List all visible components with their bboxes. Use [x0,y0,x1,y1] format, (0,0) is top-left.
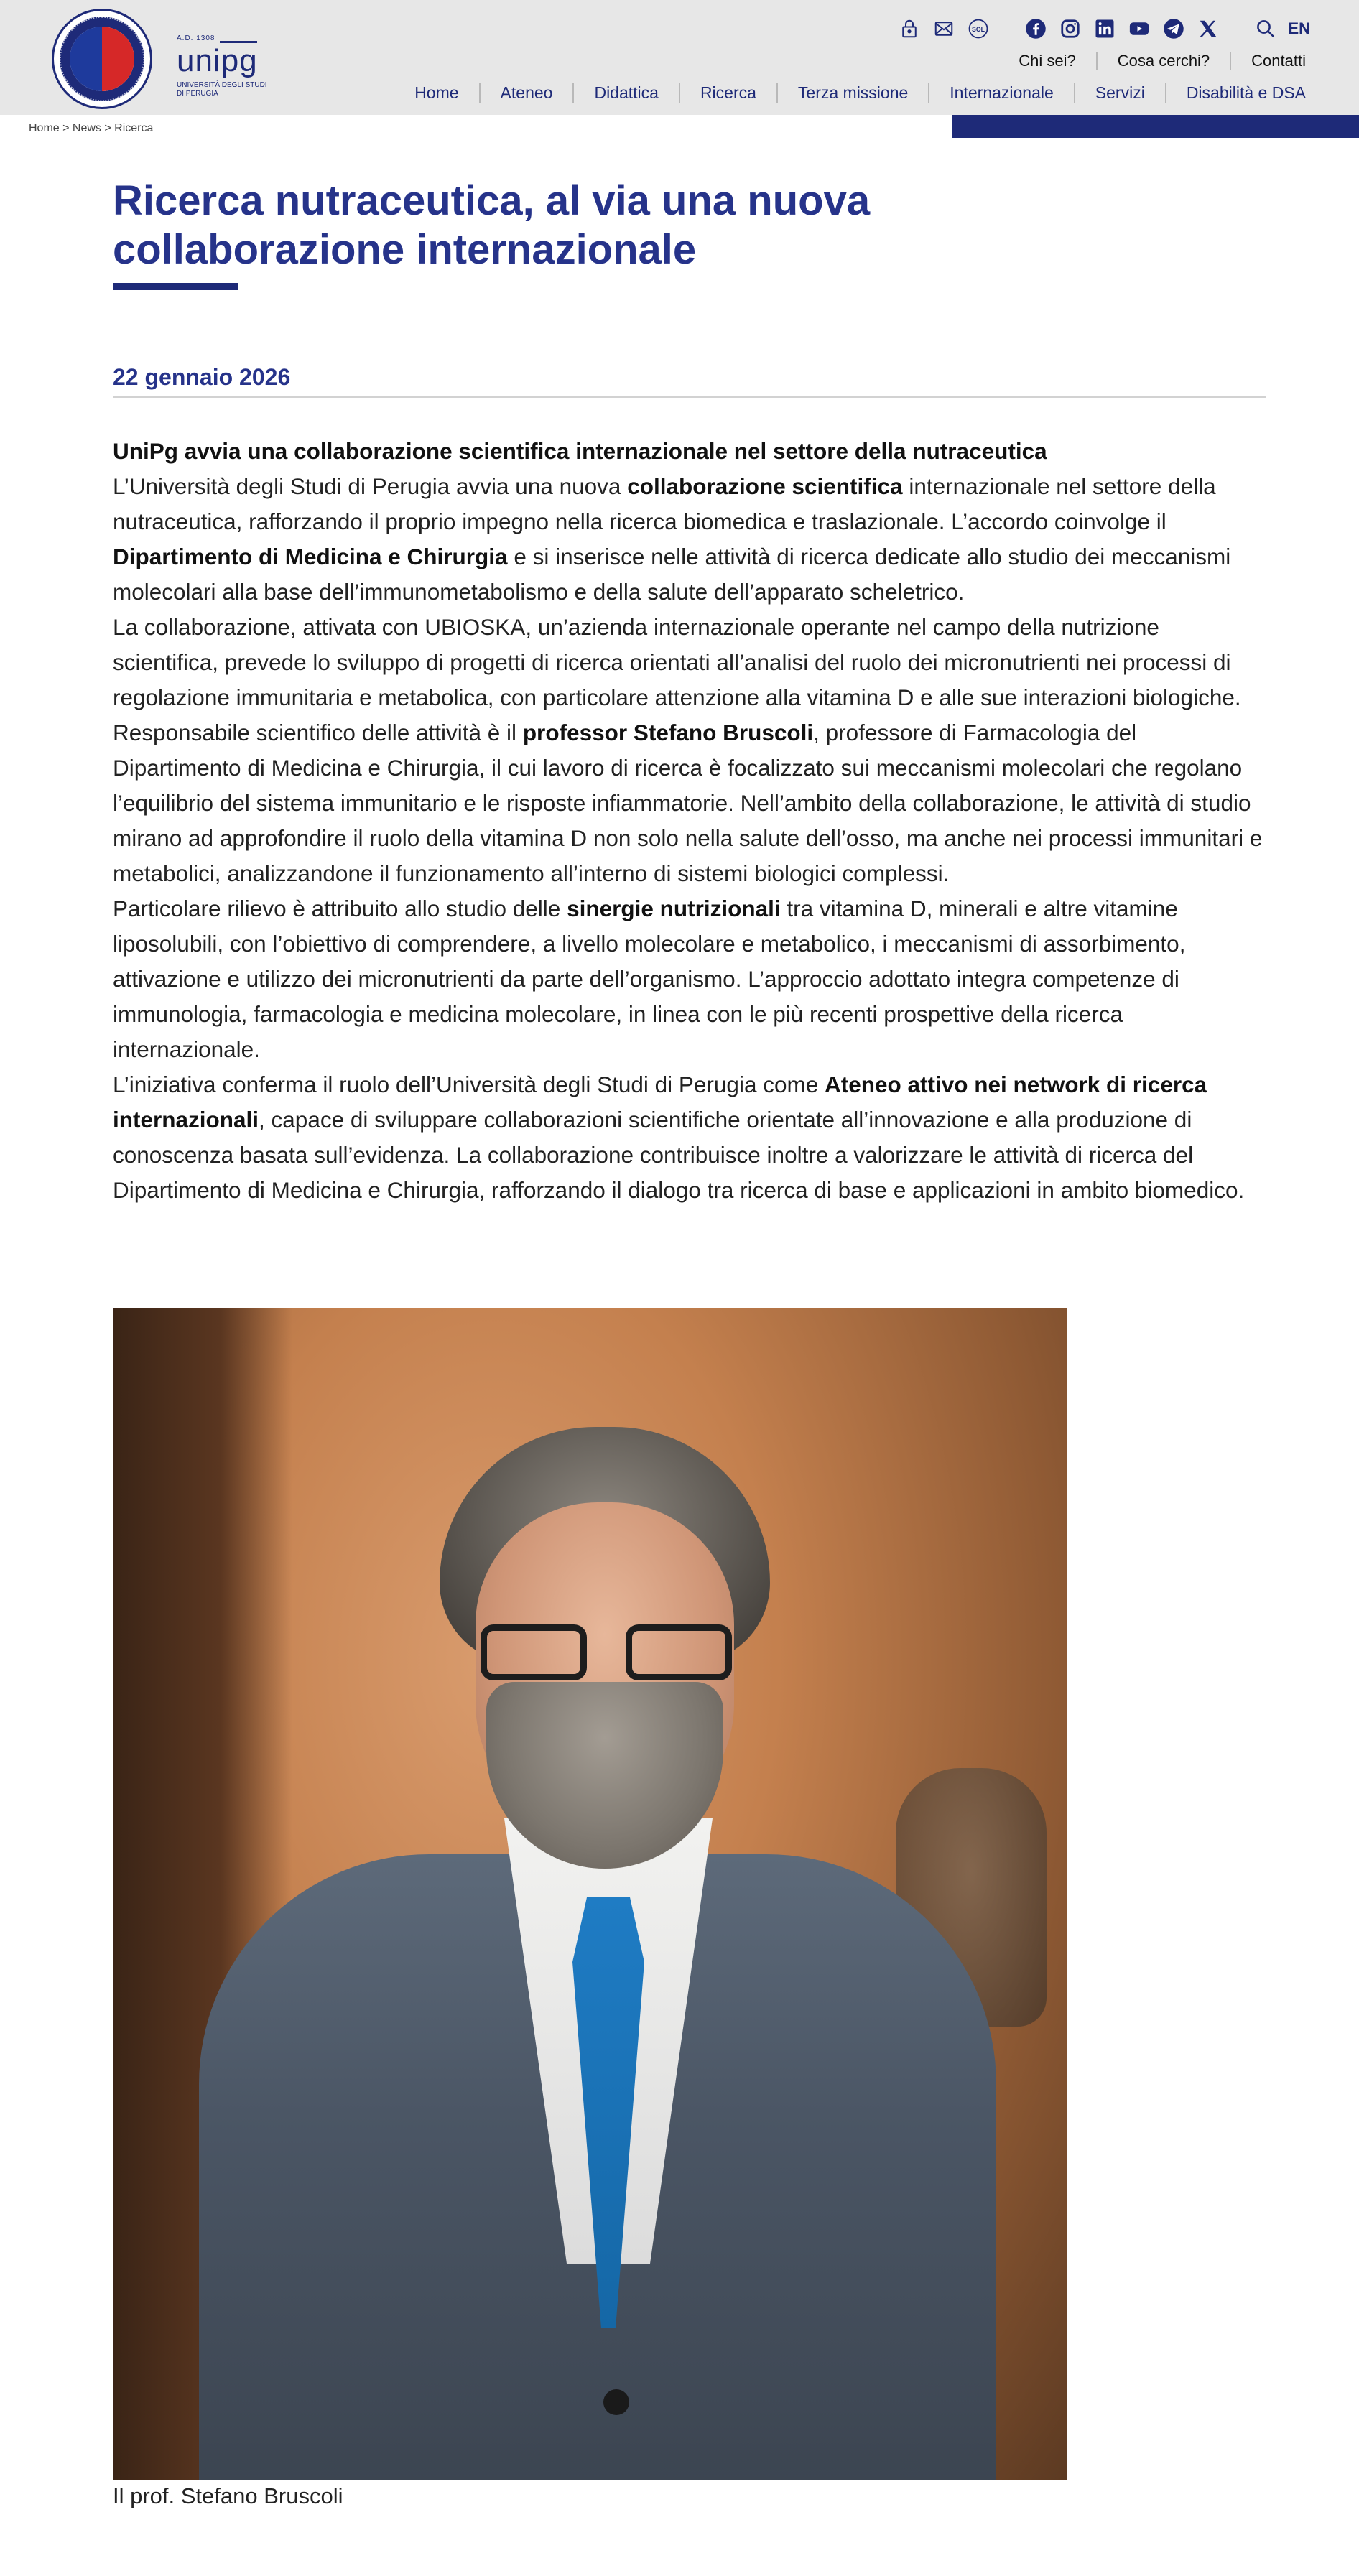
wordmark-line [220,41,257,43]
youtube-icon[interactable] [1127,17,1151,41]
wordmark-subtitle-line1: UNIVERSITÀ DEGLI STUDI [177,81,267,89]
founded-label: A.D. 1308 [177,34,215,42]
photo-caption: Il prof. Stefano Bruscoli [113,2483,343,2508]
wordmark-subtitle-line2: DI PERUGIA [177,90,218,98]
article-body [113,434,1269,1208]
paragraph-text: Responsabile scientifico delle attività è il [113,720,523,745]
article-lead: UniPg avvia una collaborazione scientifica internazionale nel settore della nutraceutica [113,438,1047,464]
nav-item-didattica[interactable]: Didattica [572,83,678,103]
nav-item-ricerca[interactable]: Ricerca [679,83,776,103]
article-paragraph [113,1067,1269,1208]
nav-item-disabilita-dsa[interactable]: Disabilità e DSA [1165,83,1306,103]
paragraph-emphasis: professor Stefano Bruscoli [522,720,814,745]
wordmark-subtitle [177,81,277,98]
mail-icon[interactable] [932,17,956,41]
sol-icon[interactable] [966,17,991,41]
top-icon-bar [897,16,1310,42]
article-date: 22 gennaio 2026 [113,364,291,390]
main-nav [414,83,1306,103]
language-switch-en[interactable]: EN [1288,19,1310,37]
university-seal-logo[interactable] [52,9,152,109]
paragraph-emphasis: sinergie nutrizionali [567,896,781,921]
header-accent-bar [952,115,1359,138]
facebook-icon[interactable] [1024,17,1048,41]
article-paragraph: La collaborazione, attivata con UBIOSKA, un’azienda internazionale operante nel campo della nutrizione scientifica, prevede lo sviluppo di progetti di ricerca orientati all’analisi del ruolo dei micronutrienti nei processi di regolazione immunitaria e metabolica, con particolare attenzione alla vitamina D e alle sue interazioni biologiche. [113,614,1241,710]
photo-glasses [481,1624,732,1682]
instagram-icon[interactable] [1058,17,1082,41]
page-title: Ricerca nutraceutica, al via una nuova collaborazione internazionale [113,177,871,273]
article-paragraph [113,891,1269,1067]
breadcrumb[interactable]: Home > News > Ricerca [29,122,154,134]
site-header [0,0,1359,115]
utility-link-chi-sei[interactable]: Chi sei? [1019,52,1076,70]
svg-text:SOL: SOL [972,25,985,33]
wordmark-name: unipg [177,43,258,78]
title-underline [113,283,238,290]
paragraph-text: e si inserisce nelle attività di ricerca dedicate allo studio dei meccanismi molecolari alla base dell’immunometabolismo e della salute dell’apparato scheletrico. [113,544,1231,605]
nav-item-servizi[interactable]: Servizi [1074,83,1165,103]
paragraph-emphasis: Ateneo attivo nei network di ricerca internazionali [113,1071,1207,1133]
nav-item-internazionale[interactable]: Internazionale [928,83,1074,103]
nav-item-ateneo[interactable]: Ateneo [479,83,573,103]
paragraph-text: internazionale nel settore della nutraceutica, rafforzando il proprio impegno nella ricerca biomedica e traslazionale. L’accordo coinvolge il [113,473,1216,534]
article-paragraph [113,469,1269,610]
paragraph-emphasis: collaborazione scientifica [627,473,903,499]
photo-jacket-button [603,2389,629,2415]
unipg-wordmark[interactable] [177,34,277,106]
paragraph-text: , capace di sviluppare collaborazioni scientifiche orientate all’innovazione e alla produzione di conoscenza basata sull’evidenza. La collaborazione contribuisce inoltre a valorizzare le attività di ricerca del Dipartimento di Medicina e Chirurgia, rafforzando il dialogo tra ricerca di base e applicazioni in ambito biomedico. [113,1107,1245,1203]
nav-item-terza-missione[interactable]: Terza missione [776,83,928,103]
x-icon[interactable] [1196,17,1220,41]
lock-icon[interactable] [897,17,922,41]
paragraph-text: L’Università degli Studi di Perugia avvia una nuova [113,473,628,499]
utility-nav [998,52,1306,70]
linkedin-icon[interactable] [1093,17,1117,41]
utility-link-contatti[interactable]: Contatti [1230,52,1306,70]
telegram-icon[interactable] [1161,17,1186,41]
date-divider [113,396,1266,398]
paragraph-text: tra vitamina D, minerali e altre vitamine liposolubili, con l’obiettivo di comprendere, a livello molecolare e metabolico, i meccanismi di assorbimento, attivazione e utilizzo dei micronutrienti da parte dell’organismo. L’approccio adottato integra competenze di immunologia, farmacologia e medicina molecolare, in linea con le più recenti prospettive della ricerca internazionale. [113,896,1186,1062]
paragraph-text: L’iniziativa conferma il ruolo dell’Università degli Studi di Perugia come [113,1071,825,1097]
utility-link-cosa-cerchi[interactable]: Cosa cerchi? [1096,52,1230,70]
nav-item-home[interactable]: Home [414,83,459,102]
seal-ring-lettering [60,17,144,101]
article-paragraph [113,715,1269,891]
paragraph-text: Particolare rilievo è attribuito allo studio delle [113,896,567,921]
portrait-photo [113,1308,1067,2480]
paragraph-emphasis: Dipartimento di Medicina e Chirurgia [113,544,508,569]
paragraph-text: , professore di Farmacologia del Dipartimento di Medicina e Chirurgia, il cui lavoro di ricerca è focalizzato sui meccanismi molecolari che regolano l’equilibrio del sistema immunitario e le risposte infiammatorie. Nell’ambito della collaborazione, le attività di studio mirano ad approfondire il ruolo della vitamina D non solo nella salute dell’osso, ma anche nei processi immunitari e metabolici, analizzandone il funzionamento all’interno di sistemi biologici complessi. [113,720,1263,886]
search-icon[interactable] [1253,17,1278,41]
